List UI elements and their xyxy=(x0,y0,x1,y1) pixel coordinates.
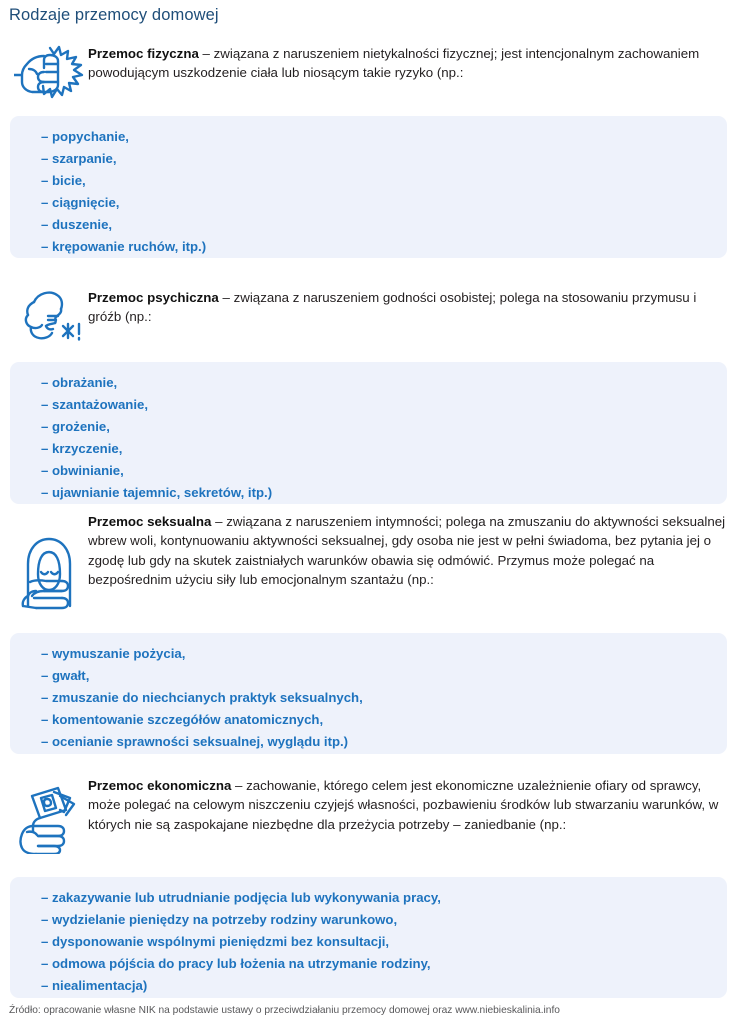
list-item xyxy=(10,909,727,931)
list-dash: – xyxy=(41,912,49,928)
list-item-label: dysponowanie wspólnymi pieniędzmi bez konsultacji, xyxy=(52,934,390,950)
list-dash: – xyxy=(41,485,49,501)
list-item-label: szantażowanie, xyxy=(52,397,149,413)
section-przemoc-fizyczna xyxy=(0,44,742,96)
examples-box-przemoc-seksualna xyxy=(10,633,727,754)
examples-box-przemoc-psychiczna xyxy=(10,362,727,504)
section-przemoc-psychiczna xyxy=(0,288,742,340)
list-item-label: bicie, xyxy=(52,173,86,189)
list-item xyxy=(10,372,727,394)
list-item xyxy=(10,643,727,665)
section-description xyxy=(88,44,730,83)
list-item-label: gwałt, xyxy=(52,668,90,684)
examples-list xyxy=(10,372,727,505)
list-item xyxy=(10,170,727,192)
section-heading: Przemoc psychiczna xyxy=(88,290,219,305)
section-heading: Przemoc fizyczna xyxy=(88,46,199,61)
list-dash: – xyxy=(41,934,49,950)
section-header xyxy=(0,776,742,834)
list-dash: – xyxy=(41,173,49,189)
section-description-text: – zachowanie, którego celem jest ekonomiczne uzależnienie ofiary od sprawcy, może polegać na celowym niszczeniu czyjejś własności, pozbawieniu środków lub stwarzaniu warunków, w których nie są zaspokajane niezbędne dla przeżycia potrzeby – zaniedbanie (np.: xyxy=(88,778,719,832)
section-heading: Przemoc seksualna xyxy=(88,514,212,529)
list-item-label: krzyczenie, xyxy=(52,441,123,457)
list-dash: – xyxy=(41,890,49,905)
list-item xyxy=(10,687,727,709)
list-item-label: komentowanie szczegółów anatomicznych, xyxy=(52,712,324,728)
list-item-label: wydzielanie pieniędzy na potrzeby rodziny warunkowo, xyxy=(52,912,398,928)
list-item xyxy=(10,731,727,753)
list-item-label: wymuszanie pożycia, xyxy=(52,646,186,661)
list-item xyxy=(10,887,727,909)
section-description-text: – związana z naruszeniem intymności; polega na zmuszaniu do aktywności seksualnej wbrew woli, kontynuowaniu aktywności seksualnej, gdy osoba nie jest w pełni świadoma, bez pytania jej o zgodę lub gdy na skutek zaistniałych warunków obawia się odmówić. Przymus może polegać na bezpośrednim użyciu siły lub emocjonalnym szantażu (np.: xyxy=(88,514,726,588)
list-item-label: zmuszanie do niechcianych praktyk seksualnych, xyxy=(52,690,363,706)
list-item-label: obwinianie, xyxy=(52,463,124,479)
examples-list xyxy=(10,126,727,259)
list-dash: – xyxy=(41,978,49,994)
list-dash: – xyxy=(41,217,49,233)
list-dash: – xyxy=(41,151,49,167)
examples-box-przemoc-fizyczna xyxy=(10,116,727,258)
fist-impact-icon xyxy=(13,44,85,102)
list-dash: – xyxy=(41,419,49,435)
section-header xyxy=(0,44,742,96)
list-item-label: ciągnięcie, xyxy=(52,195,120,211)
list-item xyxy=(10,975,727,997)
list-dash: – xyxy=(41,668,49,684)
list-item-label: popychanie, xyxy=(52,129,129,144)
list-dash: – xyxy=(41,441,49,457)
section-description xyxy=(88,776,730,834)
list-item xyxy=(10,482,727,504)
list-item xyxy=(10,709,727,731)
list-item-label: niealimentacja) xyxy=(52,978,148,994)
list-item-label: ocenianie sprawności seksualnej, wyglądu itp.) xyxy=(52,734,349,750)
list-item xyxy=(10,931,727,953)
list-item-label: ujawnianie tajemnic, sekretów, itp.) xyxy=(52,485,273,501)
list-item xyxy=(10,416,727,438)
list-dash: – xyxy=(41,239,49,255)
list-item xyxy=(10,236,727,258)
list-item-label: grożenie, xyxy=(52,419,110,435)
list-item-label: szarpanie, xyxy=(52,151,117,167)
section-description-text: – związana z naruszeniem nietykalności fizycznej; jest intencjonalnym zachowaniem powodującym uszkodzenie ciała lub niosącym takie ryzyko (np.: xyxy=(88,46,700,81)
section-heading: Przemoc ekonomiczna xyxy=(88,778,232,793)
list-dash: – xyxy=(41,397,49,413)
list-dash: – xyxy=(41,463,49,479)
list-dash: – xyxy=(41,129,49,144)
list-item xyxy=(10,148,727,170)
examples-list xyxy=(10,643,727,753)
page-title: Rodzaje przemocy domowej xyxy=(9,6,219,24)
shouting-face-icon xyxy=(13,288,85,346)
list-item xyxy=(10,953,727,975)
list-dash: – xyxy=(41,712,49,728)
list-dash: – xyxy=(41,734,49,750)
list-dash: – xyxy=(41,956,49,972)
section-przemoc-ekonomiczna xyxy=(0,776,742,834)
list-item-label: zakazywanie lub utrudnianie podjęcia lub wykonywania pracy, xyxy=(52,890,441,905)
list-item-label: odmowa pójścia do pracy lub łożenia na utrzymanie rodziny, xyxy=(52,956,431,972)
list-item xyxy=(10,394,727,416)
list-item xyxy=(10,192,727,214)
hand-covering-mouth-icon xyxy=(13,534,85,610)
list-item xyxy=(10,126,727,148)
section-header xyxy=(0,512,742,590)
list-dash: – xyxy=(41,375,49,390)
hand-holding-money-icon xyxy=(13,782,85,854)
section-description xyxy=(88,512,730,590)
examples-box-przemoc-ekonomiczna xyxy=(10,877,727,998)
source-attribution: Źródło: opracowanie własne NIK na podstawie ustawy o przeciwdziałaniu przemocy domowej oraz www.niebieskalinia.info xyxy=(9,1005,560,1016)
list-item xyxy=(10,438,727,460)
list-dash: – xyxy=(41,690,49,706)
section-description xyxy=(88,288,730,327)
list-dash: – xyxy=(41,195,49,211)
list-item xyxy=(10,460,727,482)
list-item-label: obrażanie, xyxy=(52,375,118,390)
section-description-text: – związana z naruszeniem godności osobistej; polega na stosowaniu przymusu i gróźb (np.: xyxy=(88,290,697,325)
list-item-label: krępowanie ruchów, itp.) xyxy=(52,239,207,255)
section-header xyxy=(0,288,742,340)
list-dash: – xyxy=(41,646,49,661)
section-przemoc-seksualna xyxy=(0,512,742,590)
list-item-label: duszenie, xyxy=(52,217,113,233)
list-item xyxy=(10,214,727,236)
examples-list xyxy=(10,887,727,997)
list-item xyxy=(10,665,727,687)
